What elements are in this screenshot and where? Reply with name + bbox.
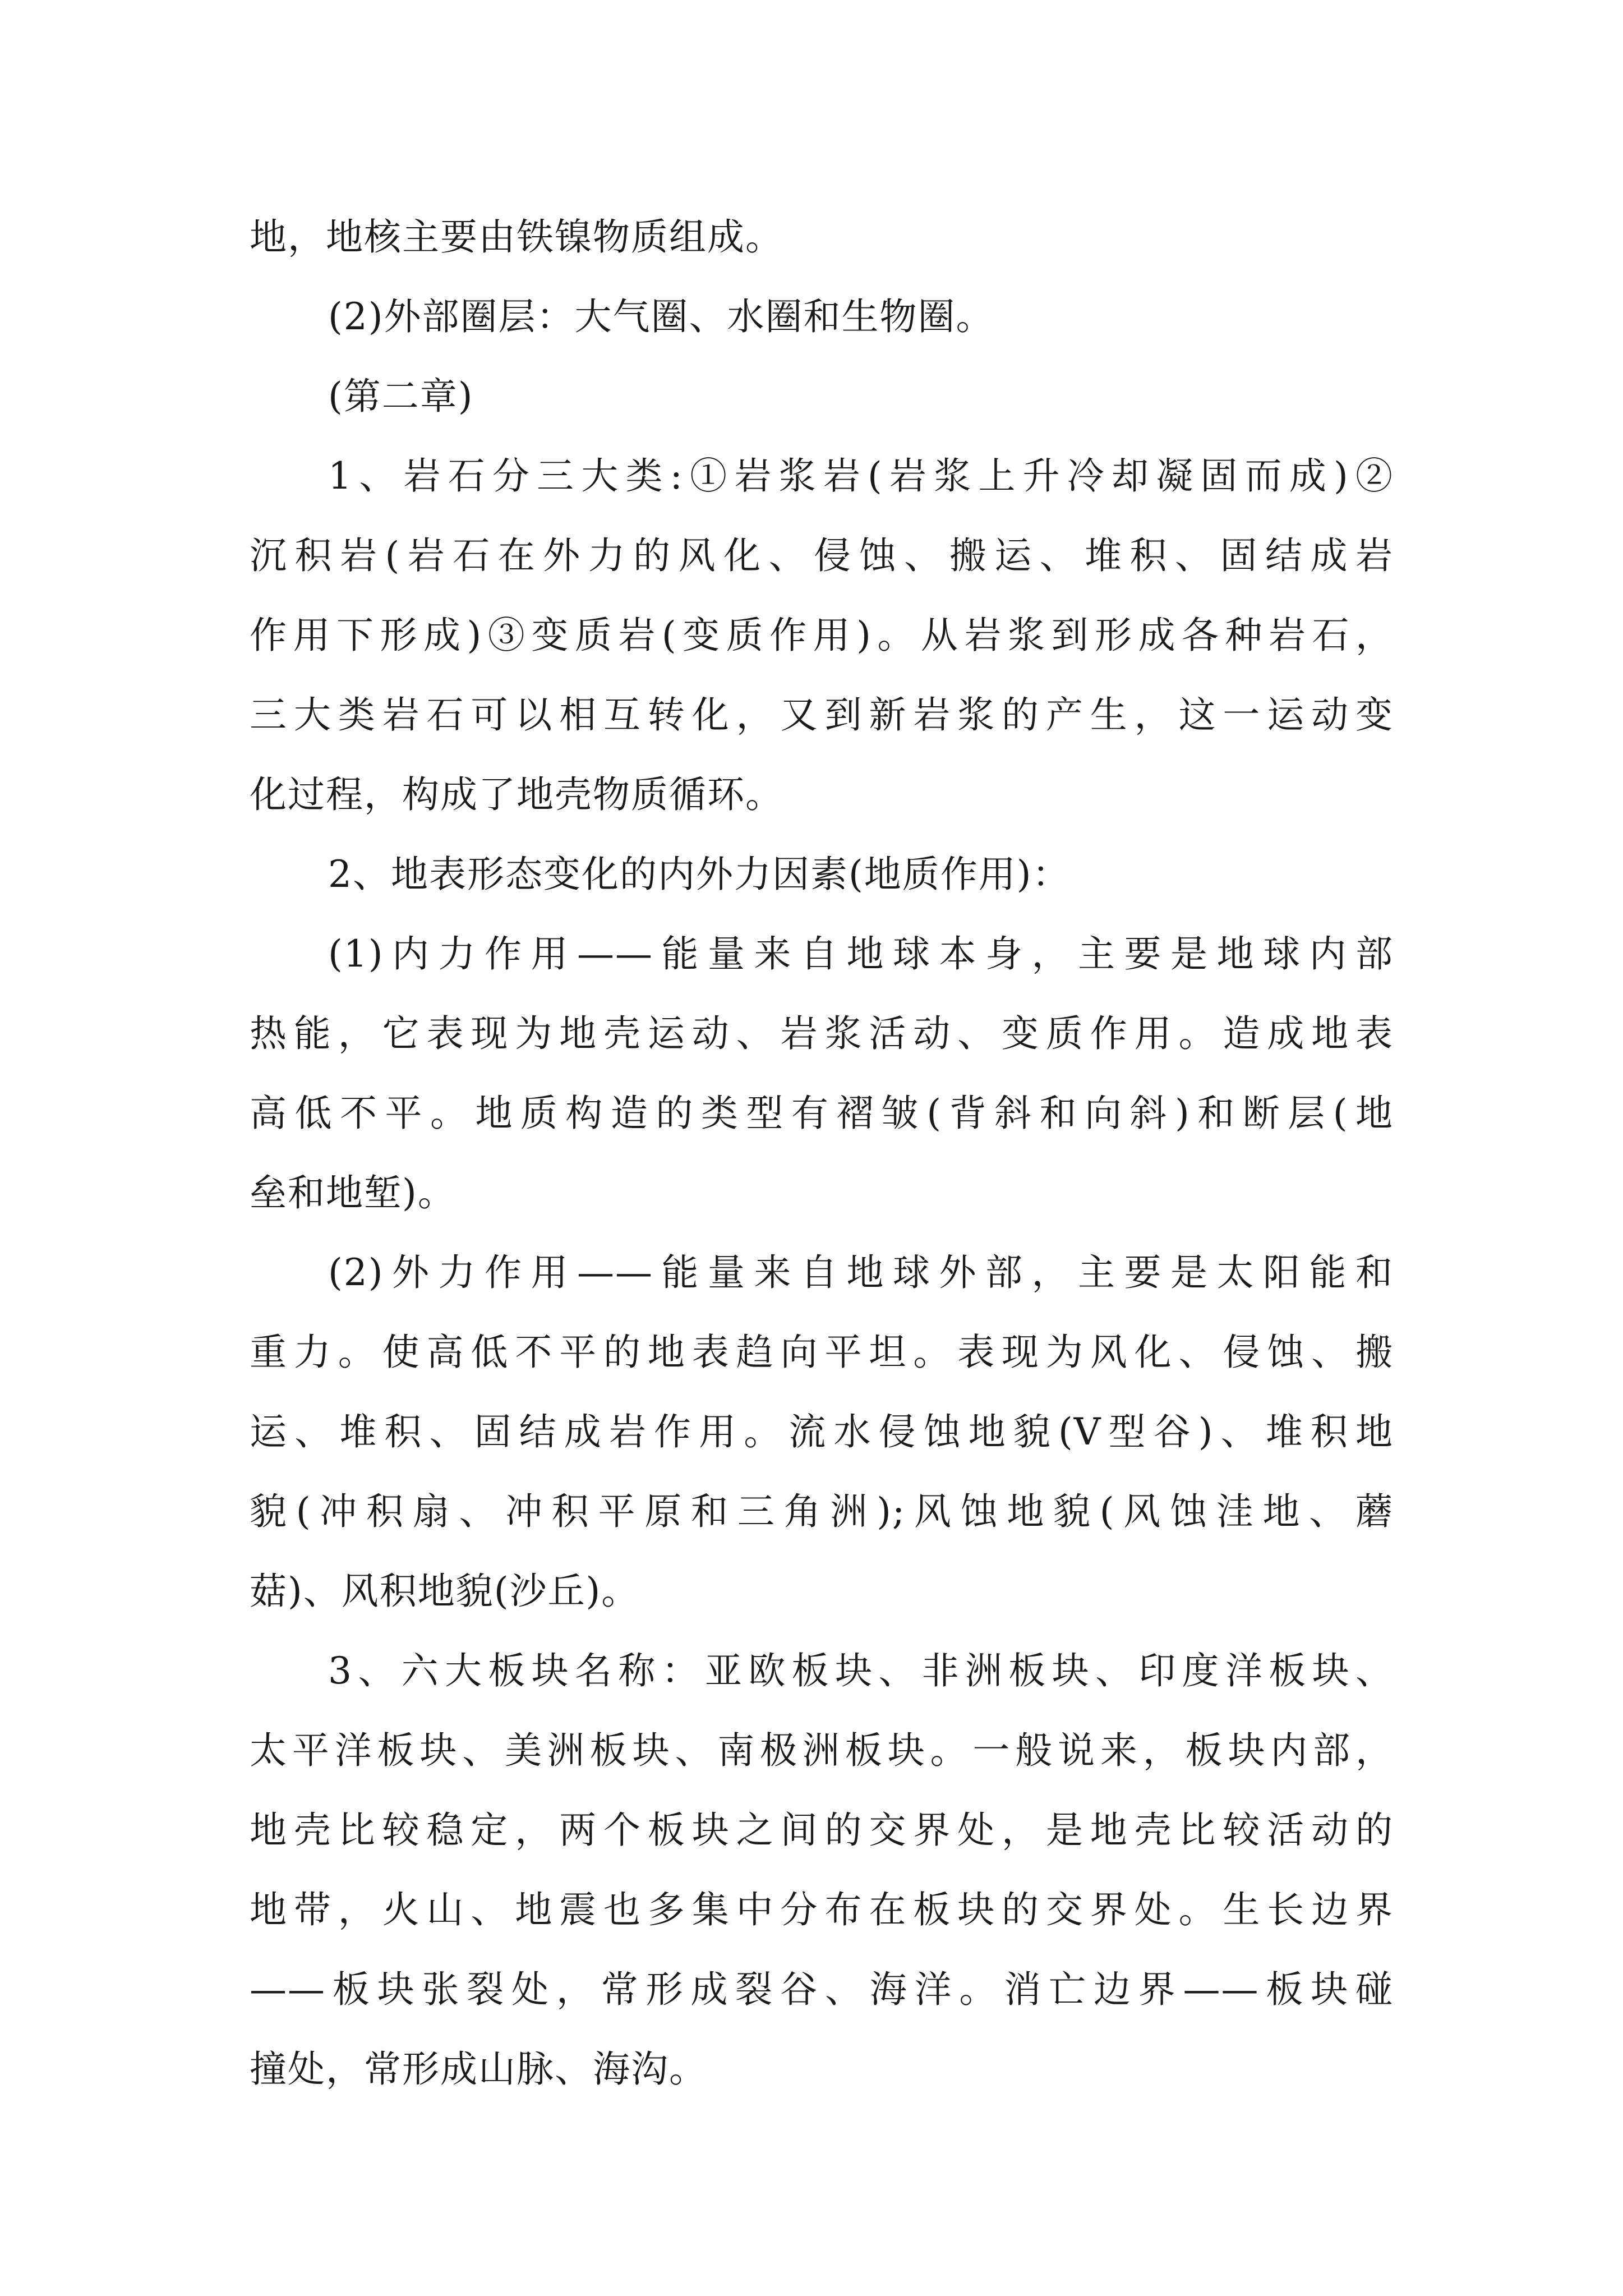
text-line: 沉积岩(岩石在外力的风化、侵蚀、搬运、堆积、固结成岩 <box>250 534 1394 577</box>
text-line: 高低不平。地质构造的类型有褶皱(背斜和向斜)和断层(地 <box>250 1092 1394 1135</box>
paragraph-plates <box>250 1631 1394 2109</box>
text-line: (1)内力作用——能量来自地球本身，主要是地球内部 <box>328 932 1394 976</box>
text-line: 撞处，常形成山脉、海沟。 <box>250 2047 707 2091</box>
paragraph-external-forces <box>250 1233 1394 1631</box>
text-line: 菇)、风积地貌(沙丘)。 <box>250 1570 640 1613</box>
paragraph-outer-spheres <box>250 277 1394 357</box>
text-line: 热能，它表现为地壳运动、岩浆活动、变质作用。造成地表 <box>250 1012 1394 1055</box>
text-line: 作用下形成)③变质岩(变质作用)。从岩浆到形成各种岩石， <box>250 614 1394 657</box>
document-body <box>250 197 1394 2109</box>
text-line: 重力。使高低不平的地表趋向平坦。表现为风化、侵蚀、搬 <box>250 1331 1394 1374</box>
text-line: 运、堆积、固结成岩作用。流水侵蚀地貌(V型谷)、堆积地 <box>250 1410 1394 1453</box>
text-line: 三大类岩石可以相互转化，又到新岩浆的产生，这一运动变 <box>250 693 1394 737</box>
text-line: 地带，火山、地震也多集中分布在板块的交界处。生长边界 <box>250 1888 1394 1931</box>
text-line: 貌(冲积扇、冲积平原和三角洲);风蚀地貌(风蚀洼地、蘑 <box>250 1490 1394 1533</box>
text-line: (2)外力作用——能量来自地球外部，主要是太阳能和 <box>328 1251 1394 1294</box>
text-line: 2、地表形态变化的内外力因素(地质作用)： <box>328 853 1071 896</box>
text-line: 垒和地堑)。 <box>250 1171 456 1214</box>
paragraph-internal-forces <box>250 914 1394 1233</box>
paragraph-geologic-forces <box>250 835 1394 914</box>
text-line: (2)外部圈层：大气圈、水圈和生物圈。 <box>328 295 994 338</box>
text-line: ——板块张裂处，常形成裂谷、海洋。消亡边界——板块碰 <box>250 1968 1394 2011</box>
text-line: 3、六大板块名称：亚欧板块、非洲板块、印度洋板块、 <box>328 1649 1394 1692</box>
paragraph-rock-types <box>250 436 1394 835</box>
paragraph-core-composition <box>250 197 1394 277</box>
text-line: 1、岩石分三大类:①岩浆岩(岩浆上升冷却凝固而成)② <box>328 454 1394 498</box>
text-line: 地，地核主要由铁镍物质组成。 <box>250 215 783 259</box>
text-line: 化过程，构成了地壳物质循环。 <box>250 773 783 816</box>
text-line: (第二章) <box>328 375 474 418</box>
text-line: 地壳比较稳定，两个板块之间的交界处，是地壳比较活动的 <box>250 1809 1394 1852</box>
chapter-heading <box>250 357 1394 436</box>
text-line: 太平洋板块、美洲板块、南极洲板块。一般说来，板块内部， <box>250 1729 1394 1772</box>
